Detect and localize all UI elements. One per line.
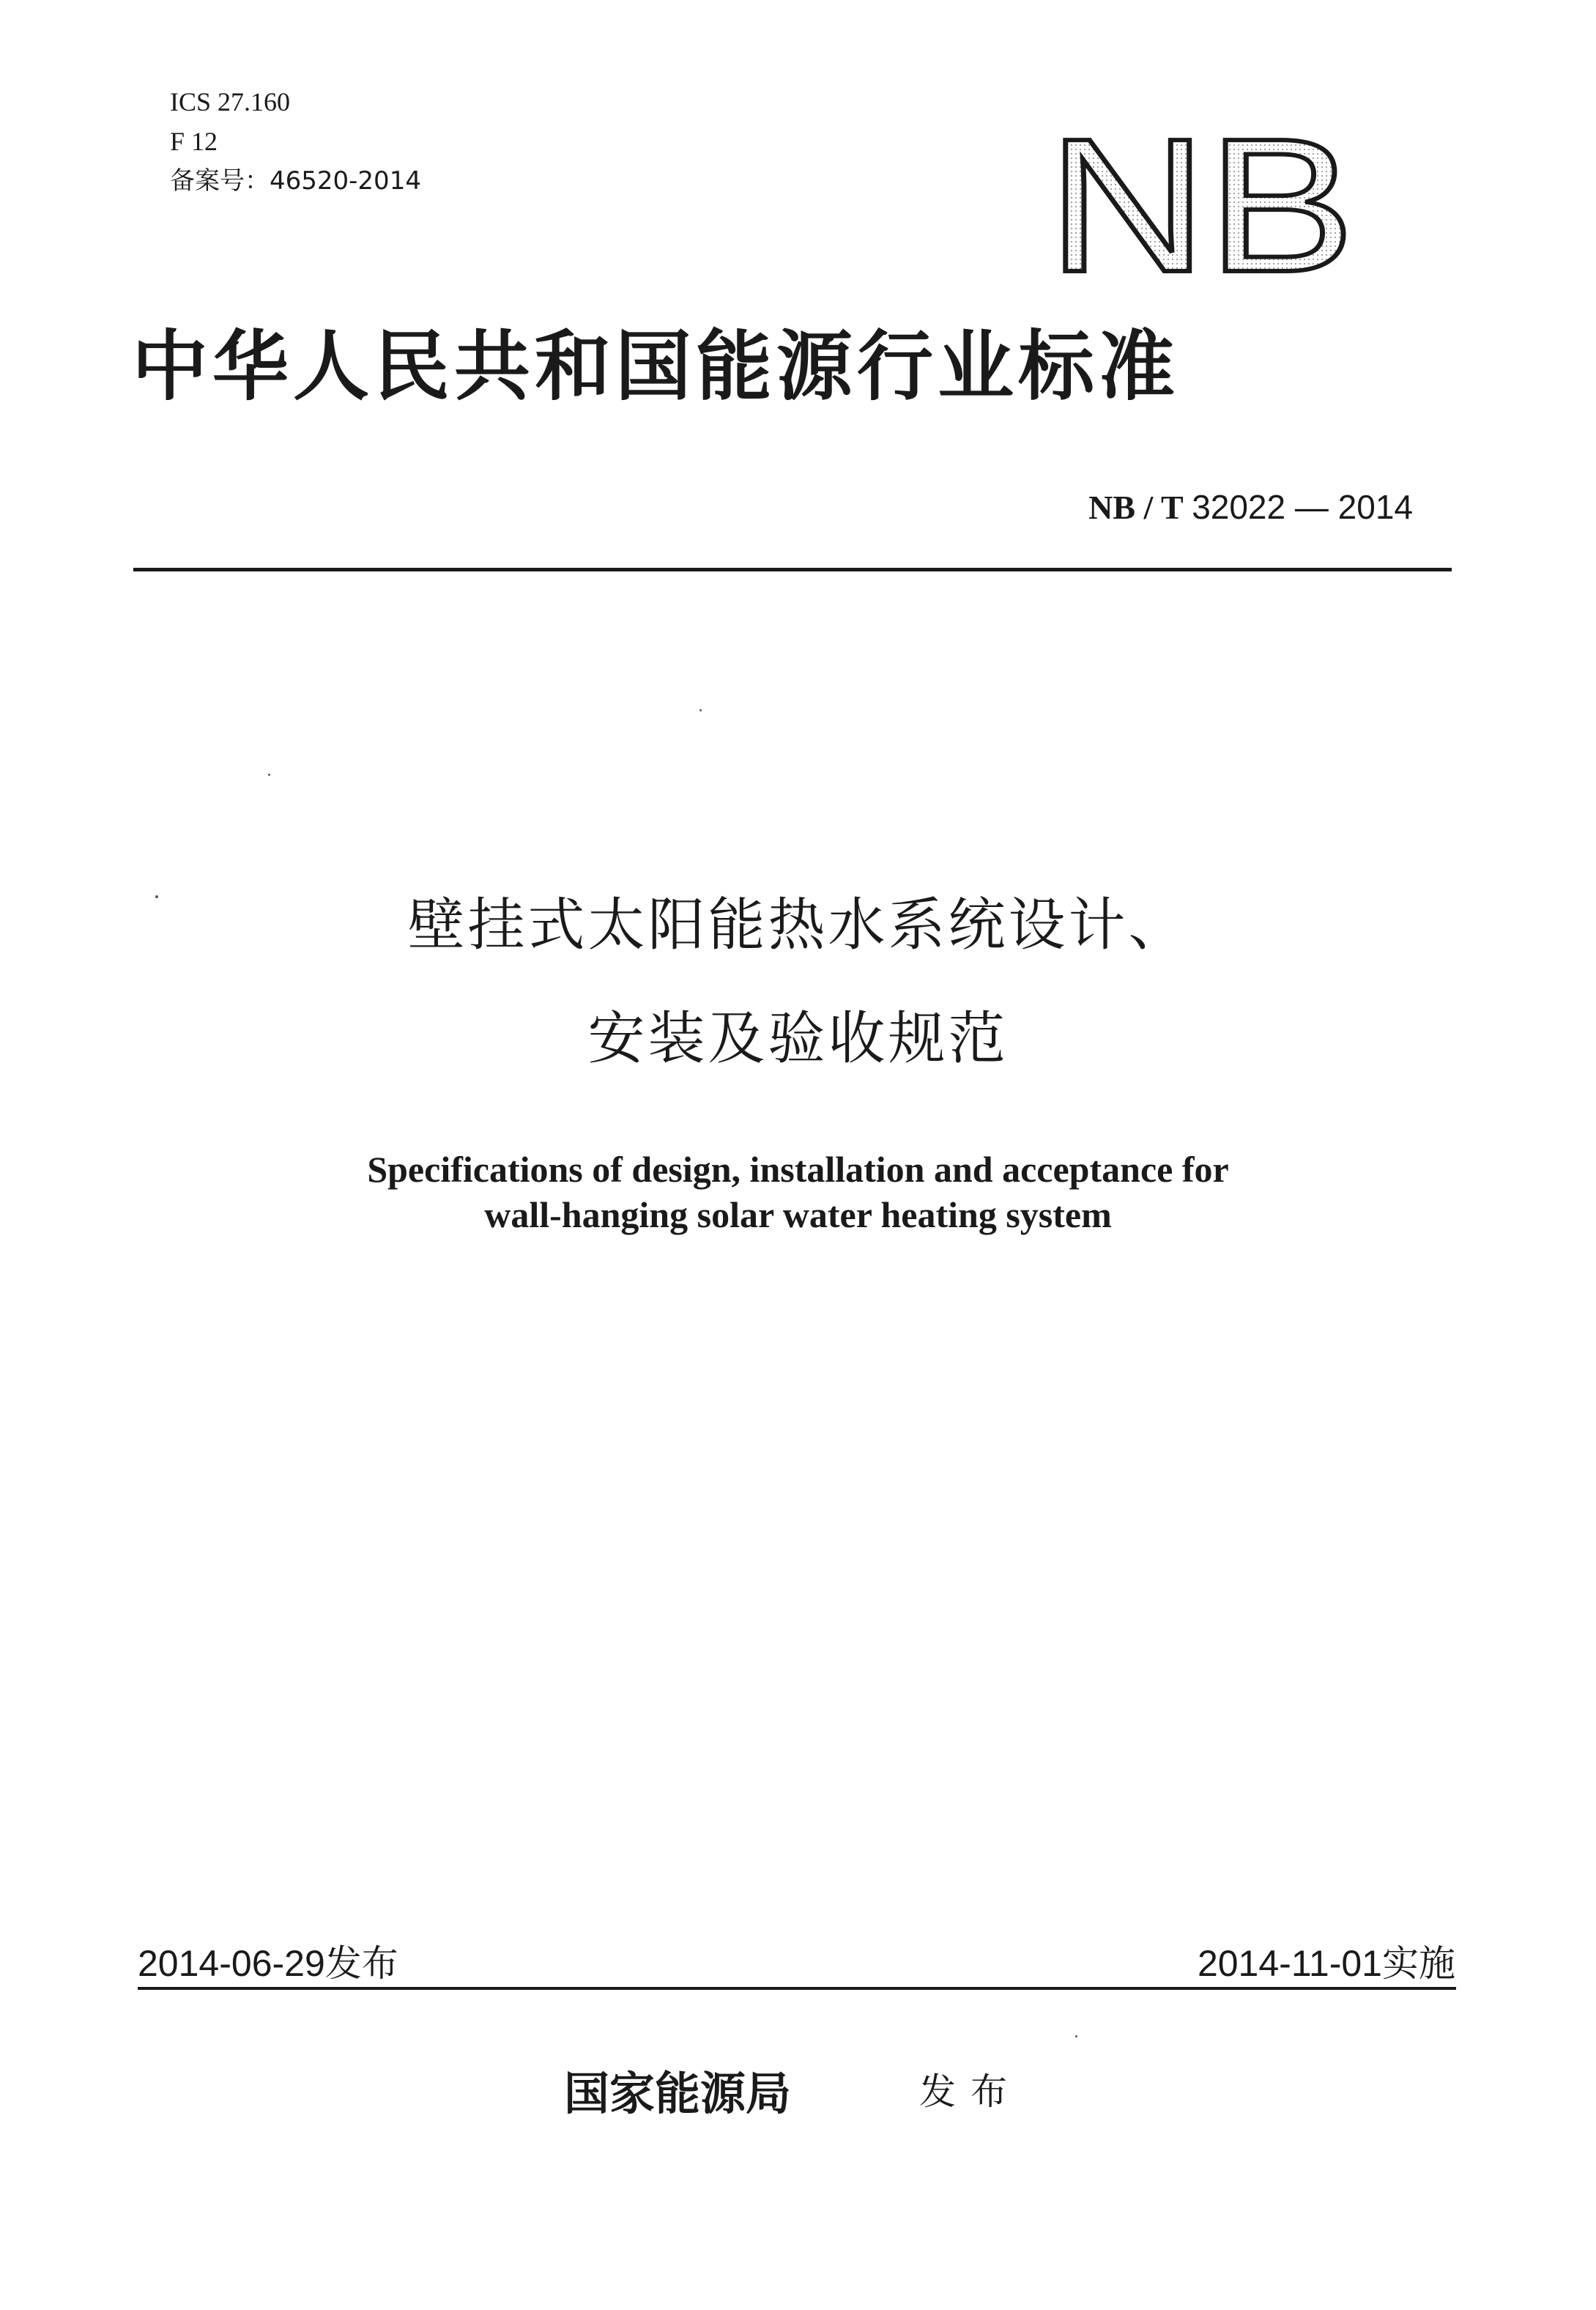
scan-speck bbox=[155, 895, 158, 898]
title-cn-line2: 安装及验收规范 bbox=[587, 1006, 1009, 1072]
scan-speck bbox=[1075, 2035, 1077, 2037]
scan-speck bbox=[699, 709, 702, 711]
scan-speck bbox=[268, 774, 270, 776]
implementation-date: 2014-11-01实施 bbox=[1197, 1943, 1455, 1984]
standard-code: 32022 — 2014 bbox=[1192, 488, 1413, 526]
issue-date: 2014-06-29发布 bbox=[138, 1943, 398, 1984]
standard-prefix: NB / T bbox=[1088, 489, 1184, 526]
title-en-line1: Specifications of design, installation and acceptance for bbox=[367, 1149, 1229, 1190]
bottom-divider bbox=[138, 1987, 1456, 1990]
title-en-line2: wall-hanging solar water heating system bbox=[484, 1194, 1112, 1235]
publisher-name: 国家能源局 bbox=[564, 2067, 792, 2120]
ics-code: ICS 27.160 bbox=[170, 87, 291, 116]
publish-action: 发布 bbox=[919, 2070, 1022, 2113]
top-divider bbox=[133, 568, 1452, 571]
classification-code: F 12 bbox=[170, 127, 218, 156]
title-cn-line1: 壁挂式太阳能热水系统设计、 bbox=[407, 892, 1189, 958]
record-number: 备案号：46520-2014 bbox=[170, 166, 421, 196]
standard-number bbox=[1088, 487, 1413, 527]
header-meta bbox=[170, 82, 421, 201]
nb-logo bbox=[1047, 121, 1355, 278]
organization-title: 中华人民共和国能源行业标准 bbox=[132, 321, 1180, 411]
nb-logo-text: NB bbox=[1047, 121, 1355, 278]
